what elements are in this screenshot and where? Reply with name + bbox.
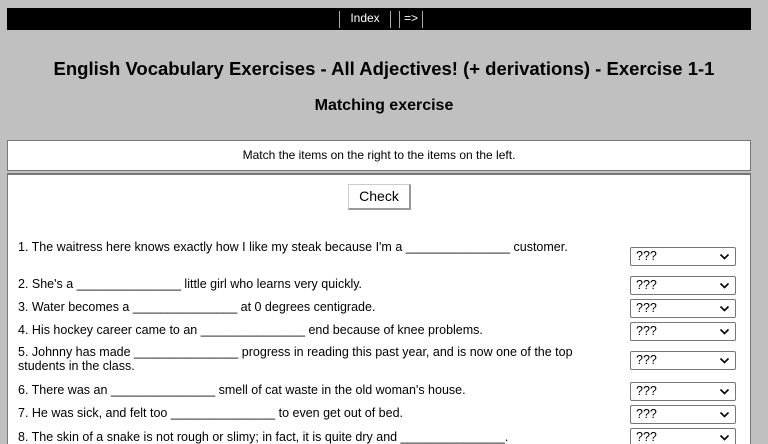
question-text-8: 8. The skin of a snake is not rough or slimy; in fact, it is quite dry and _______________. (18, 430, 509, 444)
answer-select-8[interactable] (630, 428, 736, 444)
question-text-3: 3. Water becomes a _______________ at 0 degrees centigrade. (18, 300, 376, 314)
answer-select-value: ??? (636, 407, 657, 421)
chevron-down-icon (718, 408, 731, 421)
answer-select-value: ??? (636, 384, 657, 398)
question-text-5: 5. Johnny has made _______________ progress in reading this past year, and is now one of the top students in the class. (18, 345, 573, 373)
page-title: English Vocabulary Exercises - All Adjectives! (+ derivations) - Exercise 1-1 (53, 58, 715, 79)
check-button[interactable]: Check (348, 184, 411, 210)
answer-select-value: ??? (636, 353, 657, 367)
chevron-down-icon (718, 354, 731, 367)
answer-select-value: ??? (636, 249, 657, 263)
question-text-4: 4. His hockey career came to an _______________ end because of knee problems. (18, 323, 483, 337)
chevron-down-icon (718, 325, 731, 338)
next-link[interactable]: => (399, 11, 423, 28)
exercise-panel (7, 173, 751, 444)
page-subtitle: Matching exercise (314, 97, 454, 114)
question-text-7: 7. He was sick, and felt too _______________ to even get out of bed. (18, 406, 404, 420)
chevron-down-icon (718, 385, 731, 398)
answer-select-6[interactable] (630, 382, 736, 401)
answer-select-value: ??? (636, 324, 657, 338)
top-navbar (7, 8, 751, 30)
chevron-down-icon (718, 302, 731, 315)
answer-select-value: ??? (636, 301, 657, 315)
answer-select-1[interactable] (630, 247, 736, 266)
answer-select-4[interactable] (630, 322, 736, 341)
question-text-2: 2. She's a _______________ little girl who learns very quickly. (18, 277, 363, 291)
instructions-box: Match the items on the right to the items on the left. (7, 140, 751, 171)
answer-select-5[interactable] (630, 351, 736, 370)
question-text-1: 1. The waitress here knows exactly how I like my steak because I'm a _______________ customer. (18, 240, 568, 254)
chevron-down-icon (718, 431, 731, 444)
answer-select-3[interactable] (630, 299, 736, 318)
chevron-down-icon (718, 250, 731, 263)
answer-select-2[interactable] (630, 276, 736, 295)
answer-select-7[interactable] (630, 405, 736, 424)
index-link[interactable]: Index (339, 11, 391, 28)
answer-select-value: ??? (636, 430, 657, 444)
chevron-down-icon (718, 279, 731, 292)
question-text-6: 6. There was an _______________ smell of cat waste in the old woman's house. (18, 383, 466, 397)
answer-select-value: ??? (636, 278, 657, 292)
